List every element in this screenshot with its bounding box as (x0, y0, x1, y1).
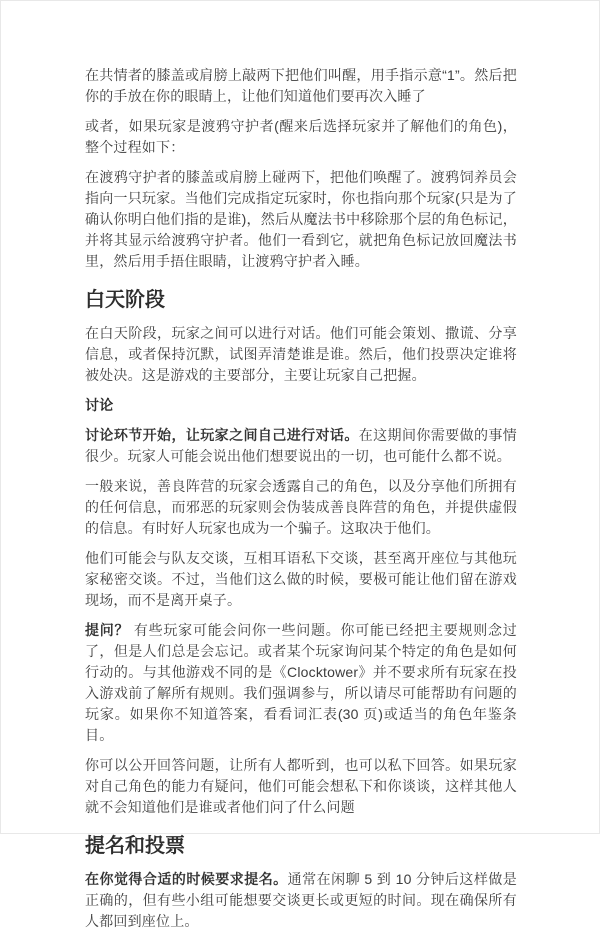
paragraph-private-talks: 他们可能会与队友交谈，互相耳语私下交谈，甚至离开座位与其他玩家秘密交谈。不过，当他们这么做的时候，要极可能让他们留在游戏现场，而不是离开桌子。 (85, 550, 517, 608)
subheading-discussion: 讨论 (85, 397, 114, 413)
discussion-lead-bold: 讨论环节开始，让玩家之间自己进行对话。 (85, 427, 359, 443)
paragraph-call-nominations (85, 869, 517, 932)
heading-day-phase: 白天阶段 (85, 289, 165, 311)
heading-nomination-voting: 提名和投票 (85, 835, 185, 857)
paragraph-ravenkeeper-process: 在渡鸦守护者的膝盖或肩膀上碰两下，把他们唤醒了。渡鸦饲养员会指向一只玩家。当他们完成指定玩家时，你也指向那个玩家(只是为了确认你明白他们指的是谁)，然后从魔法书中移除那个层的角色标记，并将其显示给渡鸦守护者。他们一看到它，就把角色标记放回魔法书里，然后用手捂住眼睛，让渡鸦守护者入睡。 (85, 169, 517, 269)
paragraph-ravenkeeper-intro: 或者，如果玩家是渡鸦守护者(醒来后选择玩家并了解他们的角色)，整个过程如下： (85, 118, 517, 155)
paragraph-discussion-start (85, 425, 517, 467)
discussion-lead-rest: 在这期间你需要做的事情很少。玩家人可能会说出他们想要说出的一切，也可能什么都不说。 (85, 427, 517, 464)
paragraph-answering: 你可以公开回答问题，让所有人都听到，也可以私下回答。如果玩家对自己角色的能力有疑问，他们可能会想私下和你谈谈，这样其他人就不会知道他们是谁或者他们问了什么问题 (85, 757, 517, 815)
paragraph-empath-wake: 在共情者的膝盖或肩膀上敲两下把他们叫醒，用手指示意“1”。然后把你的手放在你的眼睛上，让他们知道他们要再次入睡了 (85, 67, 517, 104)
questions-lead-rest: 有些玩家可能会问你一些问题。你可能已经把主要规则念过了，但是人们总是会忘记。或者某个玩家询问某个特定的角色是如何行动的。与其他游戏不同的是《Clocktower》并不要求所有玩家在投入游戏前了解所有规则。我们强调参与，所以请尽可能帮助有问题的玩家。如果你不知道答案，看看词汇表(30 页)或适当的角色年鉴条目。 (85, 622, 517, 743)
document-page (1, 1, 599, 929)
paragraph-questions (85, 620, 517, 746)
questions-lead-bold: 提问？ (85, 622, 134, 638)
paragraph-day-overview: 在白天阶段，玩家之间可以进行对话。他们可能会策划、撒谎、分享信息，或者保持沉默，试图弄清楚谁是谁。然后，他们投票决定谁将被处决。这是游戏的主要部分，主要让玩家自己把握。 (85, 325, 517, 383)
nomination-lead-rest: 通常在闲聊 5 到 10 分钟后这样做是正确的，但有些小组可能想要交谈更长或更短的时间。现在确保所有人都回到座位上。 (85, 871, 517, 929)
nomination-lead-bold: 在你觉得合适的时候要求提名。 (85, 871, 288, 887)
paragraph-good-vs-evil: 一般来说，善良阵营的玩家会透露自己的角色，以及分享他们所拥有的任何信息，而邪恶的玩家则会伪装成善良阵营的角色，并提供虚假的信息。有时好人玩家也成为一个骗子。这取决于他们。 (85, 478, 517, 536)
